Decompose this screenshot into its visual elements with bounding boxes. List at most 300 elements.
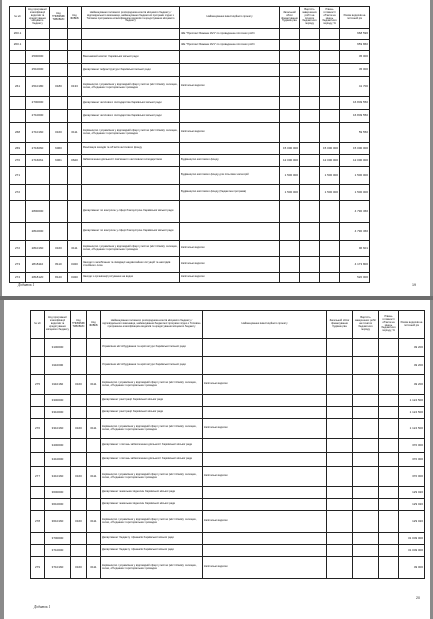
cell-ready — [320, 29, 340, 40]
cell-done — [300, 77, 320, 97]
cell-total — [280, 29, 300, 40]
table-row — [10, 143, 370, 155]
cell-n: 274 — [10, 273, 26, 283]
cell-proj — [180, 110, 280, 123]
cell-done — [300, 29, 320, 40]
cell-n: 271 — [10, 167, 26, 185]
cell-sum: 370 000 — [399, 453, 425, 467]
cell-n — [31, 439, 45, 453]
cell-total — [327, 499, 353, 511]
cell-n: 276 — [31, 419, 45, 439]
cell-tp — [50, 201, 68, 223]
cell-code: 3110000 — [45, 357, 71, 375]
cell-code: 2710160 — [26, 123, 50, 143]
cell-ready — [379, 407, 399, 419]
cell-fk: 0111 — [87, 557, 101, 579]
cell-tp — [50, 97, 68, 110]
cell-name: Керівництво і управління у відповідній сфері у містах (місті Києві), селищах, селах, об'єднаних територіальних громадах — [101, 467, 203, 487]
table-row — [31, 339, 425, 357]
cell-code: 2510180 — [26, 77, 50, 97]
table-row — [10, 223, 370, 241]
cell-proj: ЖЕ "Проспект Бажана 16/1" по проведенню поточних робіт — [180, 40, 280, 51]
cell-name: Департамент житлового господарства Харківської міської ради — [82, 110, 180, 123]
cell-ready — [320, 51, 340, 64]
cell-sum: 12 000 000 — [340, 155, 370, 167]
table-row — [10, 155, 370, 167]
cell-done — [353, 545, 379, 557]
cell-ready — [320, 241, 340, 257]
footer-note: Додаток 1 — [18, 283, 35, 287]
cell-sum: 31 049 000 — [399, 533, 425, 545]
cell-n: 270 — [10, 155, 26, 167]
cell-done — [353, 357, 379, 375]
cell-fk: 0111 — [68, 123, 82, 143]
cell-total — [280, 77, 300, 97]
cell-done — [300, 273, 320, 283]
cell-ready — [379, 439, 399, 453]
cell-n: 260.1 — [10, 40, 26, 51]
cell-fk: 0620 — [68, 155, 82, 167]
cell-code: 2716061 — [26, 155, 50, 167]
cell-name — [82, 167, 180, 185]
cell-code: 2700000 — [26, 97, 50, 110]
cell-tp — [71, 439, 87, 453]
cell-done — [300, 40, 320, 51]
cell-done — [300, 123, 320, 143]
column-header: Рівень готовності об'єкта на кінець бюджетного періоду, % — [379, 311, 399, 339]
cell-ready — [379, 357, 399, 375]
cell-done — [300, 97, 320, 110]
cell-ready — [320, 77, 340, 97]
cell-tp — [50, 29, 68, 40]
cell-fk — [68, 143, 82, 155]
column-header: Вартість завершених робіт на початок бюджетного періоду — [353, 311, 379, 339]
cell-done — [353, 395, 379, 407]
cell-proj: Капітальні видатки — [203, 511, 327, 533]
cell-fk: 0111 — [68, 241, 82, 257]
cell-fk — [87, 357, 101, 375]
cell-done — [300, 143, 320, 155]
cell-fk — [68, 40, 82, 51]
cell-fk — [87, 487, 101, 499]
cell-fk — [87, 439, 101, 453]
table-row — [31, 557, 425, 579]
column-header: Найменування інвестиційного проекту — [203, 311, 327, 339]
table-row — [10, 167, 370, 185]
table-row — [10, 40, 370, 51]
table-row — [10, 110, 370, 123]
cell-code — [26, 167, 50, 185]
cell-n: 278 — [31, 511, 45, 533]
cell-fk — [87, 453, 101, 467]
table-row — [31, 407, 425, 419]
cell-n — [10, 64, 26, 77]
budget-table-2 — [30, 310, 425, 579]
cell-name: Департамент реєстрації Харківської міської ради — [101, 407, 203, 419]
cell-fk: 0133 — [68, 77, 82, 97]
table-row — [31, 545, 425, 557]
cell-fk — [87, 407, 101, 419]
cell-tp — [71, 339, 87, 357]
cell-done — [300, 241, 320, 257]
cell-sum: 49 000 — [399, 557, 425, 579]
cell-n — [10, 201, 26, 223]
table-row — [10, 29, 370, 40]
cell-tp: 6060 — [50, 143, 68, 155]
cell-total — [280, 273, 300, 283]
cell-done — [300, 167, 320, 185]
cell-name — [82, 185, 180, 201]
cell-sum: 129 020 — [399, 511, 425, 533]
cell-tp: 6061 — [50, 155, 68, 167]
cell-total — [327, 453, 353, 467]
table-row — [31, 499, 425, 511]
cell-proj — [180, 64, 280, 77]
cell-tp — [71, 453, 87, 467]
cell-fk — [68, 51, 82, 64]
cell-tp — [71, 545, 87, 557]
cell-sum: 49 200 — [399, 375, 425, 395]
column-header: Код програмної класифікації видатків та кредитування місцевого бюджету — [45, 311, 71, 339]
cell-name: Керівництво і управління у відповідній сфері у містах (місті Києві), селищах, селах, об'єднаних територіальних громадах — [82, 123, 180, 143]
cell-sum: 4 173 800 — [340, 257, 370, 273]
cell-total — [280, 51, 300, 64]
cell-tp: 8110 — [50, 257, 68, 273]
cell-ready — [320, 97, 340, 110]
cell-fk — [68, 64, 82, 77]
cell-code: 3310000 — [45, 407, 71, 419]
cell-total — [327, 487, 353, 499]
document-page-1 — [2, 0, 430, 296]
cell-total — [280, 40, 300, 51]
cell-n: 272 — [10, 185, 26, 201]
table-row — [31, 419, 425, 439]
page-number: 20 — [416, 596, 420, 600]
cell-n: 260.1 — [10, 29, 26, 40]
cell-sum: 49 200 — [399, 357, 425, 375]
cell-name: Департамент з питань забезпечення діяльності Харківської міської ради — [101, 439, 203, 453]
cell-code: 3700000 — [45, 533, 71, 545]
cell-sum: 4 790 366 — [340, 223, 370, 241]
cell-done — [353, 533, 379, 545]
cell-ready — [320, 64, 340, 77]
cell-done — [353, 407, 379, 419]
table-row — [31, 487, 425, 499]
cell-n — [31, 339, 45, 357]
cell-sum: 31 049 000 — [399, 545, 425, 557]
cell-proj: Будівництво житлового фонду — [180, 155, 280, 167]
cell-code: 2818110 — [26, 257, 50, 273]
cell-done — [300, 257, 320, 273]
cell-total — [280, 97, 300, 110]
cell-total — [327, 357, 353, 375]
cell-sum: 1 500 000 — [340, 185, 370, 201]
cell-ready — [379, 499, 399, 511]
cell-tp — [50, 51, 68, 64]
cell-fk — [87, 339, 101, 357]
cell-name: Департамент земельних відносин Харківської міської ради — [101, 499, 203, 511]
column-header: Найменування головного розпорядника коштів місцевого бюджету / відповідального виконавця, найменування бюджетної програми згідно з Типовою програмною класифікацією видатків та кредитування місцевого бюджету — [82, 7, 180, 29]
cell-proj: Капітальні видатки — [180, 241, 280, 257]
cell-n — [10, 110, 26, 123]
cell-name: Керівництво і управління у відповідній сфері у містах (місті Києві), селищах, селах, об'єднаних територіальних громадах — [82, 241, 180, 257]
cell-total: 12 000 000 — [280, 155, 300, 167]
cell-proj — [203, 453, 327, 467]
cell-name: Керівництво і управління у відповідній сфері у містах (місті Києві), селищах, селах, об'єднаних територіальних громадах — [101, 375, 203, 395]
cell-tp — [50, 64, 68, 77]
cell-sum: 129 020 — [399, 499, 425, 511]
cell-tp: 0160 — [50, 123, 68, 143]
cell-total — [327, 545, 353, 557]
cell-tp — [71, 487, 87, 499]
cell-done — [353, 453, 379, 467]
column-header: Рівень готовності об'єкта на кінець бюджетного періоду, % — [320, 7, 340, 29]
cell-sum: 129 020 — [399, 487, 425, 499]
cell-ready: 1 500 000 — [320, 167, 340, 185]
cell-code: 2500000 — [26, 51, 50, 64]
cell-ready — [320, 40, 340, 51]
table-row — [10, 64, 370, 77]
cell-done — [353, 439, 379, 453]
cell-code: 3410160 — [45, 467, 71, 487]
cell-ready — [379, 545, 399, 557]
cell-fk — [68, 185, 82, 201]
cell-total — [280, 64, 300, 77]
cell-tp — [50, 167, 68, 185]
column-header: Код ТПКВКМБ/ТКВКБМС — [50, 7, 68, 29]
cell-proj — [180, 223, 280, 241]
cell-code: 3310160 — [45, 419, 71, 439]
cell-n: 268 — [10, 123, 26, 143]
cell-sum: 520 000 — [340, 273, 370, 283]
table-row — [31, 395, 425, 407]
cell-name: Виконавчий комітет Харківської міської ради — [82, 51, 180, 64]
cell-sum: 45 000 — [340, 51, 370, 64]
cell-ready — [320, 123, 340, 143]
cell-fk: 0320 — [68, 257, 82, 273]
cell-proj: Будівництво житлового фонду для пільгових категорій — [180, 167, 280, 185]
cell-name: Департамент з питань забезпечення діяльності Харківської міської ради — [101, 453, 203, 467]
cell-ready — [379, 511, 399, 533]
cell-name: Департамент інфраструктури Харківської міської ради — [82, 64, 180, 77]
cell-code: 2710000 — [26, 110, 50, 123]
cell-name — [82, 29, 180, 40]
cell-total — [280, 123, 300, 143]
cell-ready — [379, 487, 399, 499]
cell-sum: 1 124 500 — [399, 419, 425, 439]
table-row — [31, 375, 425, 395]
cell-name: Керівництво і управління у відповідній сфері у містах (місті Києві), селищах, селах, об'єднаних територіальних громадах — [101, 557, 203, 579]
cell-total: 1 500 000 — [280, 167, 300, 185]
cell-total — [327, 339, 353, 357]
cell-code: 3610000 — [45, 499, 71, 511]
cell-proj: Капітальні видатки — [203, 419, 327, 439]
cell-proj — [180, 51, 280, 64]
cell-code: 3710160 — [45, 557, 71, 579]
cell-done — [300, 64, 320, 77]
cell-name: Управління містобудування та архітектури Харківської міської ради — [101, 339, 203, 357]
cell-code: 2800000 — [26, 201, 50, 223]
cell-name: Департамент реєстрації Харківської міської ради — [101, 395, 203, 407]
budget-table-1 — [9, 6, 370, 283]
cell-code: 3600000 — [45, 487, 71, 499]
cell-sum: 370 000 — [399, 439, 425, 453]
cell-tp: 8120 — [50, 273, 68, 283]
cell-proj — [203, 395, 327, 407]
cell-proj: Капітальні видатки — [180, 257, 280, 273]
cell-sum: 16 849 550 — [340, 110, 370, 123]
cell-code: 3100000 — [45, 339, 71, 357]
cell-proj: ЖЕ "Проспект Бажана 16/1" по проведенню поточних робіт — [180, 29, 280, 40]
cell-name: Реалізація заходів та об'єктів житлового фонду — [82, 143, 180, 155]
page-number: 19 — [412, 283, 416, 287]
table-row — [10, 201, 370, 223]
cell-ready — [379, 339, 399, 357]
table-row — [10, 97, 370, 110]
cell-ready — [379, 467, 399, 487]
cell-code: 2510000 — [26, 64, 50, 77]
cell-total — [327, 439, 353, 453]
cell-proj — [203, 499, 327, 511]
table-row — [10, 77, 370, 97]
cell-tp: 0160 — [71, 557, 87, 579]
cell-sum: 370 000 — [399, 467, 425, 487]
cell-proj — [203, 339, 327, 357]
cell-sum: 45 000 — [340, 64, 370, 77]
table-row — [10, 185, 370, 201]
cell-total — [280, 241, 300, 257]
cell-n — [31, 487, 45, 499]
cell-sum: 1 124 500 — [399, 407, 425, 419]
cell-n: 272 — [10, 241, 26, 257]
column-header: Вартість завершених робіт на початок бюджетного періоду — [300, 7, 320, 29]
cell-proj: Будівництво житлового фонду (бюджетна програма) — [180, 185, 280, 201]
cell-tp: 0160 — [71, 375, 87, 395]
cell-ready: 15 000 000 — [320, 143, 340, 155]
cell-ready — [320, 273, 340, 283]
cell-fk — [87, 545, 101, 557]
cell-ready — [320, 257, 340, 273]
cell-proj — [180, 201, 280, 223]
cell-tp — [71, 533, 87, 545]
table-row — [31, 439, 425, 453]
cell-done — [353, 467, 379, 487]
cell-proj: Капітальні видатки — [180, 273, 280, 283]
cell-done — [300, 155, 320, 167]
cell-n — [10, 223, 26, 241]
cell-proj: Капітальні видатки — [203, 557, 327, 579]
cell-proj: Капітальні видатки — [180, 77, 280, 97]
cell-done — [300, 185, 320, 201]
cell-ready — [379, 395, 399, 407]
cell-fk: 0111 — [87, 419, 101, 439]
cell-proj — [203, 545, 327, 557]
cell-fk: 0111 — [87, 467, 101, 487]
cell-ready — [379, 453, 399, 467]
cell-done — [353, 339, 379, 357]
cell-fk — [68, 110, 82, 123]
cell-total — [327, 407, 353, 419]
table-row — [31, 533, 425, 545]
cell-total — [280, 110, 300, 123]
cell-code — [26, 185, 50, 201]
column-header: Загальний обсяг фінансування будівництва — [327, 311, 353, 339]
cell-done — [353, 419, 379, 439]
cell-done — [300, 51, 320, 64]
column-header: Найменування інвестиційного проекту — [180, 7, 280, 29]
cell-name: Департамент земельних відносин Харківської міської ради — [101, 487, 203, 499]
cell-name: Керівництво і управління у відповідній сфері у містах (місті Києві), селищах, селах, об'єднаних територіальних громадах — [82, 77, 180, 97]
cell-ready — [320, 110, 340, 123]
cell-n — [31, 453, 45, 467]
cell-tp — [50, 110, 68, 123]
cell-code: 3300000 — [45, 395, 71, 407]
cell-n: 275 — [31, 375, 45, 395]
cell-ready — [379, 533, 399, 545]
cell-total: 15 000 000 — [280, 143, 300, 155]
cell-n — [31, 545, 45, 557]
cell-done — [353, 511, 379, 533]
cell-fk — [68, 167, 82, 185]
cell-tp: 0160 — [50, 241, 68, 257]
cell-proj — [180, 143, 280, 155]
cell-code — [26, 29, 50, 40]
cell-code: 3110160 — [45, 375, 71, 395]
cell-proj — [180, 97, 280, 110]
cell-n: 277 — [31, 467, 45, 487]
cell-n — [31, 499, 45, 511]
cell-sum: 15 000 000 — [340, 143, 370, 155]
column-header: Код ФКВКБ — [68, 7, 82, 29]
cell-name: Управління містобудування та архітектури Харківської міської ради — [101, 357, 203, 375]
cell-total — [327, 511, 353, 533]
table-row — [10, 257, 370, 273]
cell-done — [300, 110, 320, 123]
cell-sum: 96 601 — [340, 241, 370, 257]
cell-code: 3610160 — [45, 511, 71, 533]
cell-ready — [320, 201, 340, 223]
cell-name: Керівництво і управління у відповідній сфері у містах (місті Києві), селищах, селах, об'єднаних територіальних громадах — [101, 511, 203, 533]
column-header: Загальний обсяг фінансування будівництва — [280, 7, 300, 29]
cell-n — [10, 51, 26, 64]
cell-total — [327, 467, 353, 487]
cell-tp — [71, 499, 87, 511]
cell-sum: 4 790 366 — [340, 201, 370, 223]
table-row — [10, 273, 370, 283]
cell-name: Департамент житлового господарства Харківської міської ради — [82, 97, 180, 110]
cell-name — [82, 40, 180, 51]
cell-fk — [68, 29, 82, 40]
cell-total — [327, 375, 353, 395]
cell-proj — [203, 533, 327, 545]
cell-tp: 0160 — [71, 467, 87, 487]
cell-ready — [320, 223, 340, 241]
cell-fk — [87, 395, 101, 407]
cell-name: Департамент бюджету і фінансів Харківської міської ради — [101, 533, 203, 545]
cell-fk: 0111 — [87, 511, 101, 533]
cell-n — [10, 97, 26, 110]
cell-code — [26, 40, 50, 51]
cell-done — [353, 375, 379, 395]
cell-fk — [87, 533, 101, 545]
column-header: Код ТПКВКМБ/ТКВКБМС — [71, 311, 87, 339]
cell-ready: 12 000 000 — [320, 155, 340, 167]
cell-name: Керівництво і управління у відповідній сфері у містах (місті Києві), селищах, селах, об'єднаних територіальних громадах — [101, 419, 203, 439]
table-row — [31, 357, 425, 375]
cell-n: 269 — [10, 143, 26, 155]
cell-n: 261 — [10, 77, 26, 97]
cell-code: 2716060 — [26, 143, 50, 155]
